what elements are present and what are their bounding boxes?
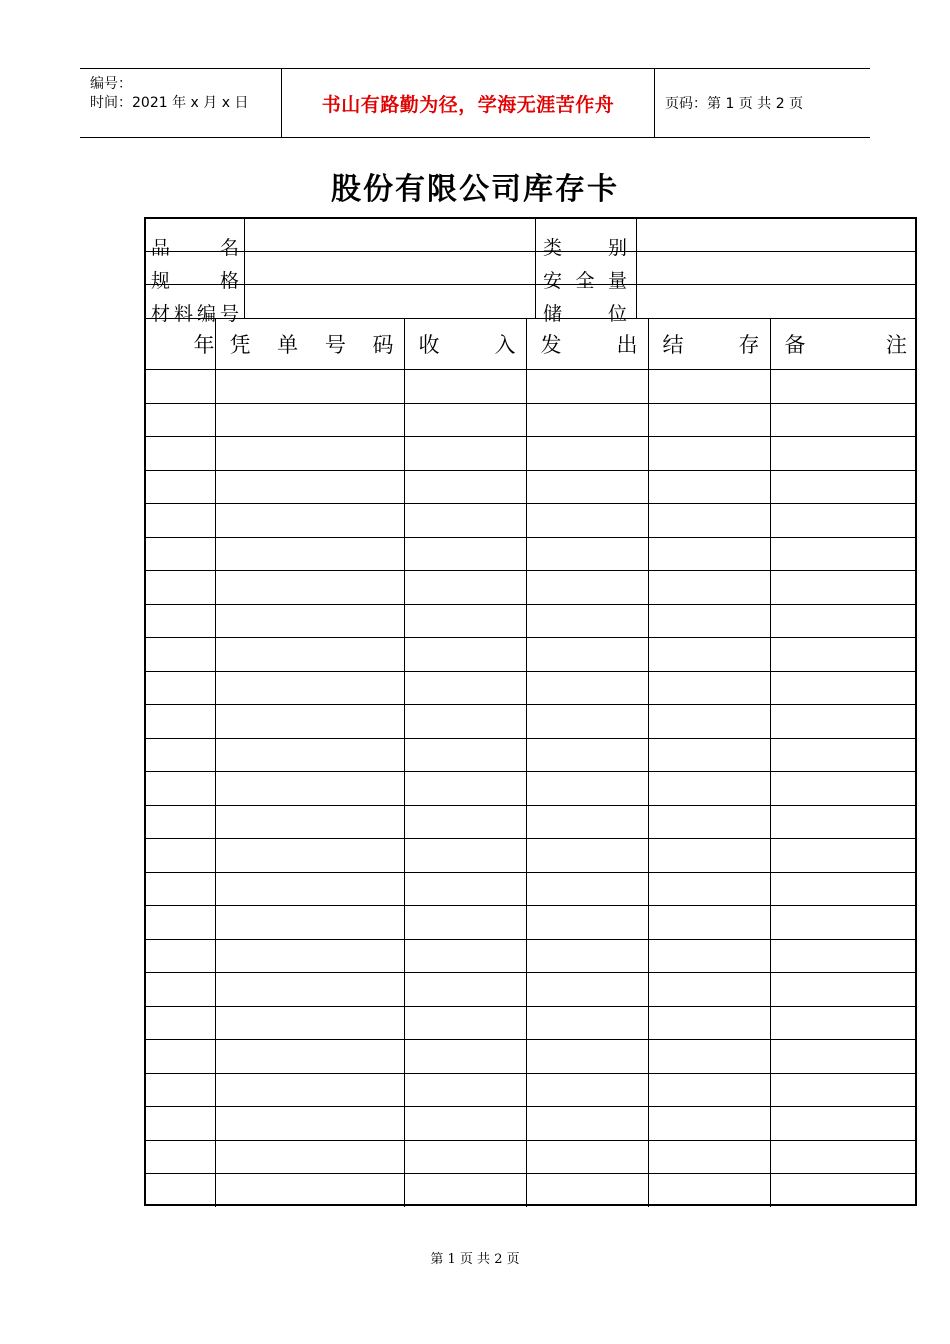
table-cell[interactable] (648, 1140, 770, 1174)
table-row (146, 1107, 917, 1141)
table-cell[interactable] (215, 738, 404, 772)
table-row (146, 772, 917, 806)
table-cell[interactable] (648, 671, 770, 705)
table-cell[interactable] (526, 1107, 648, 1141)
table-cell[interactable] (404, 872, 526, 906)
table-cell[interactable] (770, 638, 917, 672)
table-cell[interactable] (770, 872, 917, 906)
inventory-card (144, 217, 917, 1206)
page-info: 页码：第 1 页 共 2 页 (665, 96, 804, 112)
table-cell[interactable] (770, 738, 917, 772)
motto-text: 书山有路勤为径，学海无涯苦作舟 (321, 93, 615, 116)
table-cell[interactable] (404, 403, 526, 437)
table-cell[interactable] (215, 973, 404, 1007)
table-cell[interactable] (526, 872, 648, 906)
info-row-3 (146, 285, 915, 325)
table-cell[interactable] (215, 772, 404, 806)
table-cell[interactable] (526, 671, 648, 705)
table-cell[interactable] (215, 839, 404, 873)
table-cell[interactable] (526, 939, 648, 973)
table-cell[interactable] (770, 973, 917, 1007)
table-cell[interactable] (526, 738, 648, 772)
label-material-code: 材 料 编 号 (151, 303, 239, 325)
table-cell[interactable] (146, 1174, 215, 1207)
info-row-2 (146, 252, 915, 292)
table-row (146, 939, 917, 973)
table-cell[interactable] (770, 1040, 917, 1074)
table-cell[interactable] (648, 939, 770, 973)
table-cell[interactable] (648, 571, 770, 605)
table-cell[interactable] (526, 437, 648, 471)
table-cell[interactable] (215, 403, 404, 437)
table-cell[interactable] (648, 805, 770, 839)
table-row (146, 1006, 917, 1040)
table-cell[interactable] (770, 537, 917, 571)
table-cell[interactable] (404, 504, 526, 538)
table-cell[interactable] (404, 571, 526, 605)
table-cell[interactable] (526, 705, 648, 739)
table-cell[interactable] (215, 604, 404, 638)
table-row (146, 973, 917, 1007)
table-cell[interactable] (648, 1073, 770, 1107)
table-cell[interactable] (215, 705, 404, 739)
table-cell[interactable] (215, 1140, 404, 1174)
table-cell[interactable] (215, 1073, 404, 1107)
table-cell[interactable] (146, 537, 215, 571)
table-row (146, 872, 917, 906)
table-cell[interactable] (526, 370, 648, 404)
table-cell[interactable] (404, 772, 526, 806)
table-cell[interactable] (146, 604, 215, 638)
table-cell[interactable] (770, 839, 917, 873)
table-cell[interactable] (404, 1040, 526, 1074)
table-row (146, 738, 917, 772)
table-cell[interactable] (404, 470, 526, 504)
table-cell[interactable] (770, 403, 917, 437)
table-cell[interactable] (146, 470, 215, 504)
table-cell[interactable] (404, 638, 526, 672)
table-cell[interactable] (146, 973, 215, 1007)
table-cell[interactable] (146, 1107, 215, 1141)
table-cell[interactable] (146, 805, 215, 839)
table-cell[interactable] (215, 470, 404, 504)
table-cell[interactable] (526, 537, 648, 571)
table-cell[interactable] (770, 1107, 917, 1141)
table-cell[interactable] (648, 370, 770, 404)
number-label: 编号： (90, 76, 132, 92)
table-cell[interactable] (146, 906, 215, 940)
header-page-cell (655, 69, 870, 137)
table-cell[interactable] (770, 805, 917, 839)
table-cell[interactable] (215, 571, 404, 605)
table-cell[interactable] (146, 705, 215, 739)
table-cell[interactable] (648, 403, 770, 437)
table-cell[interactable] (146, 738, 215, 772)
col-balance: 结 存 (648, 319, 770, 370)
table-cell[interactable] (215, 370, 404, 404)
table-cell[interactable] (648, 1040, 770, 1074)
table-cell[interactable] (215, 504, 404, 538)
ledger-table (146, 319, 917, 1207)
label-category: 类 别 (543, 237, 627, 259)
label-location: 储 位 (543, 303, 627, 325)
table-cell[interactable] (404, 1107, 526, 1141)
header-motto-cell (282, 69, 655, 137)
table-cell[interactable] (648, 973, 770, 1007)
table-cell[interactable] (146, 437, 215, 471)
table-cell[interactable] (215, 906, 404, 940)
table-cell[interactable] (146, 504, 215, 538)
table-cell[interactable] (146, 872, 215, 906)
table-cell[interactable] (526, 973, 648, 1007)
table-row (146, 1073, 917, 1107)
table-cell[interactable] (770, 906, 917, 940)
table-cell[interactable] (404, 1174, 526, 1207)
table-cell[interactable] (215, 1040, 404, 1074)
table-cell[interactable] (648, 638, 770, 672)
table-row (146, 604, 917, 638)
table-cell[interactable] (404, 973, 526, 1007)
table-cell[interactable] (770, 470, 917, 504)
table-cell[interactable] (404, 1006, 526, 1040)
table-cell[interactable] (146, 1040, 215, 1074)
table-row (146, 638, 917, 672)
table-cell[interactable] (215, 437, 404, 471)
table-cell[interactable] (215, 872, 404, 906)
table-row (146, 705, 917, 739)
table-cell[interactable] (770, 1140, 917, 1174)
table-cell[interactable] (146, 403, 215, 437)
table-cell[interactable] (404, 1140, 526, 1174)
table-cell[interactable] (770, 604, 917, 638)
table-cell[interactable] (648, 1006, 770, 1040)
table-cell[interactable] (648, 872, 770, 906)
table-row (146, 504, 917, 538)
table-row (146, 571, 917, 605)
table-cell[interactable] (526, 638, 648, 672)
table-row (146, 537, 917, 571)
table-cell[interactable] (770, 671, 917, 705)
table-cell[interactable] (648, 772, 770, 806)
table-cell[interactable] (146, 1073, 215, 1107)
table-cell[interactable] (404, 906, 526, 940)
table-cell[interactable] (404, 437, 526, 471)
table-cell[interactable] (215, 1107, 404, 1141)
table-cell[interactable] (648, 738, 770, 772)
document-header (80, 68, 870, 138)
table-cell[interactable] (770, 370, 917, 404)
table-cell[interactable] (770, 1006, 917, 1040)
table-cell[interactable] (215, 671, 404, 705)
header-meta-cell (80, 69, 282, 137)
table-cell[interactable] (526, 1140, 648, 1174)
table-row (146, 403, 917, 437)
label-safety-stock: 安 全 量 (543, 270, 627, 292)
table-cell[interactable] (404, 537, 526, 571)
col-voucher-no: 凭 单 号 码 (215, 319, 404, 370)
table-cell[interactable] (648, 705, 770, 739)
table-cell[interactable] (526, 805, 648, 839)
table-cell[interactable] (146, 772, 215, 806)
table-row (146, 1140, 917, 1174)
table-cell[interactable] (526, 571, 648, 605)
time-label: 时间：2021 年 x 月 x 日 (90, 95, 249, 111)
table-cell[interactable] (146, 1006, 215, 1040)
page-title: 股份有限公司库存卡 (331, 172, 619, 207)
table-cell[interactable] (146, 571, 215, 605)
table-cell[interactable] (146, 939, 215, 973)
page-footer: 第 1 页 共 2 页 (430, 1252, 520, 1267)
table-cell[interactable] (215, 939, 404, 973)
table-cell[interactable] (215, 1006, 404, 1040)
table-cell[interactable] (648, 1174, 770, 1207)
table-cell[interactable] (146, 370, 215, 404)
table-row (146, 470, 917, 504)
table-cell[interactable] (648, 906, 770, 940)
table-row (146, 437, 917, 471)
table-cell[interactable] (770, 571, 917, 605)
table-cell[interactable] (526, 403, 648, 437)
table-cell[interactable] (526, 604, 648, 638)
table-cell[interactable] (526, 504, 648, 538)
table-cell[interactable] (770, 1174, 917, 1207)
col-income: 收 入 (404, 319, 526, 370)
table-cell[interactable] (404, 805, 526, 839)
table-cell[interactable] (526, 1040, 648, 1074)
info-row-1 (146, 219, 915, 259)
table-cell[interactable] (404, 839, 526, 873)
table-cell[interactable] (526, 1073, 648, 1107)
table-cell[interactable] (648, 1107, 770, 1141)
table-cell[interactable] (648, 504, 770, 538)
table-cell[interactable] (404, 705, 526, 739)
table-row (146, 839, 917, 873)
table-cell[interactable] (404, 370, 526, 404)
table-cell[interactable] (770, 772, 917, 806)
table-row (146, 805, 917, 839)
table-cell[interactable] (404, 604, 526, 638)
table-cell[interactable] (770, 705, 917, 739)
table-cell[interactable] (648, 604, 770, 638)
table-cell[interactable] (404, 671, 526, 705)
table-cell[interactable] (770, 504, 917, 538)
table-row (146, 1174, 917, 1207)
col-outgo: 发 出 (526, 319, 648, 370)
table-row (146, 1040, 917, 1074)
label-product-name: 品 名 (151, 237, 239, 259)
table-cell[interactable] (770, 437, 917, 471)
label-spec: 规 格 (151, 270, 239, 292)
table-cell[interactable] (526, 470, 648, 504)
table-cell[interactable] (215, 537, 404, 571)
table-row (146, 671, 917, 705)
table-cell[interactable] (648, 537, 770, 571)
table-cell[interactable] (404, 1073, 526, 1107)
table-cell[interactable] (146, 638, 215, 672)
table-cell[interactable] (404, 939, 526, 973)
table-cell[interactable] (526, 839, 648, 873)
table-cell[interactable] (648, 470, 770, 504)
table-cell[interactable] (648, 839, 770, 873)
table-cell[interactable] (648, 437, 770, 471)
table-cell[interactable] (215, 1174, 404, 1207)
table-cell[interactable] (215, 638, 404, 672)
table-row (146, 370, 917, 404)
table-cell[interactable] (146, 839, 215, 873)
table-cell[interactable] (215, 805, 404, 839)
table-row (146, 906, 917, 940)
table-cell[interactable] (770, 939, 917, 973)
table-cell[interactable] (404, 738, 526, 772)
col-remark: 备 注 (770, 319, 917, 370)
table-cell[interactable] (526, 1006, 648, 1040)
table-cell[interactable] (770, 1073, 917, 1107)
table-cell[interactable] (526, 1174, 648, 1207)
col-year: 年 (146, 319, 215, 370)
table-cell[interactable] (146, 1140, 215, 1174)
table-cell[interactable] (526, 906, 648, 940)
table-cell[interactable] (526, 772, 648, 806)
table-cell[interactable] (146, 671, 215, 705)
ledger-header-row (146, 319, 917, 370)
